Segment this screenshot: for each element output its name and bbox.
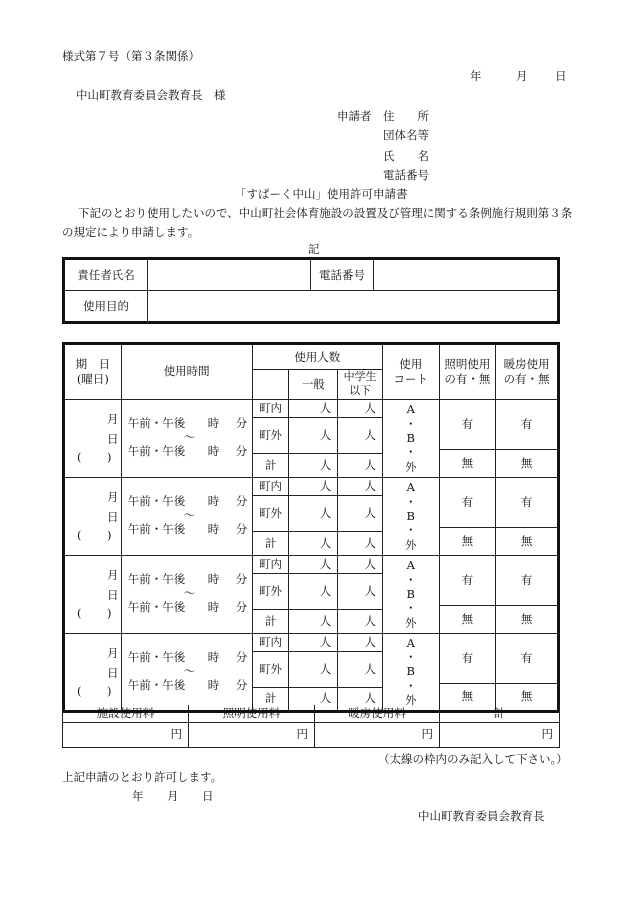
in-town-label: 町内 <box>252 633 289 651</box>
out-town-label: 町外 <box>252 651 289 687</box>
in-town-label: 町内 <box>252 477 289 495</box>
heating-no[interactable]: 無 <box>496 605 559 633</box>
lighting-no[interactable]: 無 <box>439 683 496 711</box>
time-cell[interactable]: 午前・午後 時 分 〜 午前・午後 時 分 <box>121 477 252 555</box>
court-cell[interactable]: A ・ B ・ 外 <box>382 477 439 555</box>
form-title: 「すぱーく中山」使用許可申請書 <box>235 187 408 201</box>
total-label: 計 <box>252 687 289 711</box>
responsible-phone-label: 電話番号 <box>311 259 374 291</box>
court-cell[interactable]: A ・ B ・ 外 <box>382 633 439 711</box>
approval-year: 年 <box>132 789 144 803</box>
date-cell[interactable]: 月 日 ( ) <box>64 399 122 477</box>
out-town-general[interactable]: 人 <box>289 495 338 531</box>
in-town-label: 町内 <box>252 555 289 573</box>
in-town-general[interactable]: 人 <box>289 477 338 495</box>
lighting-yes[interactable]: 有 <box>439 399 496 449</box>
in-town-junior[interactable]: 人 <box>338 633 383 651</box>
applicant-label: 申請者 <box>337 109 372 123</box>
approval-day: 日 <box>202 789 214 803</box>
time-cell[interactable]: 午前・午後 時 分 〜 午前・午後 時 分 <box>121 633 252 711</box>
out-town-general[interactable]: 人 <box>289 573 338 609</box>
lighting-yes[interactable]: 有 <box>439 555 496 605</box>
purpose-label: 使用目的 <box>64 291 148 323</box>
total-junior[interactable]: 人 <box>338 531 383 555</box>
issuer: 中山町教育委員会教育長 <box>418 809 545 823</box>
in-town-general[interactable]: 人 <box>289 633 338 651</box>
date-month: 月 <box>516 69 528 83</box>
heating-yes[interactable]: 有 <box>496 399 559 449</box>
total-general[interactable]: 人 <box>289 687 338 711</box>
out-town-label: 町外 <box>252 495 289 531</box>
in-town-junior[interactable]: 人 <box>338 477 383 495</box>
header-court: 使用 コート <box>382 344 439 400</box>
form-number: 様式第７号（第３条関係） <box>62 49 200 63</box>
schedule-table <box>62 342 560 713</box>
total-general[interactable]: 人 <box>289 453 338 477</box>
out-town-general[interactable]: 人 <box>289 417 338 453</box>
total-junior[interactable]: 人 <box>338 453 383 477</box>
in-town-general[interactable]: 人 <box>289 399 338 417</box>
fee-lighting-label: 照明使用料 <box>189 705 315 722</box>
addressee: 中山町教育委員会教育長 様 <box>76 88 226 102</box>
responsible-name-input[interactable] <box>148 259 311 291</box>
heating-no[interactable]: 無 <box>496 449 559 477</box>
in-town-junior[interactable]: 人 <box>338 399 383 417</box>
header-general: 一般 <box>289 370 338 400</box>
out-town-label: 町外 <box>252 573 289 609</box>
total-junior[interactable]: 人 <box>338 609 383 633</box>
heating-yes[interactable]: 有 <box>496 633 559 683</box>
header-junior: 中学生 以下 <box>338 370 383 400</box>
header-heating: 暖房使用 の有・無 <box>496 344 559 400</box>
date-cell[interactable]: 月 日 ( ) <box>64 633 122 711</box>
fee-heating-label: 暖房使用料 <box>315 705 440 722</box>
purpose-input[interactable] <box>148 291 559 323</box>
ki-label: 記 <box>308 242 320 256</box>
fee-heating-yen: 円 <box>315 722 440 747</box>
applicant-name-label: 氏 名 <box>383 149 429 163</box>
lighting-no[interactable]: 無 <box>439 449 496 477</box>
header-date: 期 日 (曜日) <box>64 344 122 400</box>
approval-text: 上記申請のとおり許可します。 <box>62 770 223 784</box>
heating-no[interactable]: 無 <box>496 527 559 555</box>
responsible-name-label: 責任者氏名 <box>64 259 148 291</box>
responsible-phone-input[interactable] <box>374 259 559 291</box>
total-label: 計 <box>252 609 289 633</box>
applicant-address-label: 住 所 <box>383 109 429 123</box>
lighting-no[interactable]: 無 <box>439 605 496 633</box>
time-cell[interactable]: 午前・午後 時 分 〜 午前・午後 時 分 <box>121 555 252 633</box>
fees-table <box>62 705 560 748</box>
in-town-junior[interactable]: 人 <box>338 555 383 573</box>
total-general[interactable]: 人 <box>289 609 338 633</box>
heating-yes[interactable]: 有 <box>496 477 559 527</box>
applicant-group-label: 団体名等 <box>383 128 429 142</box>
intro-line-2: の規定により申請します。 <box>62 225 200 239</box>
out-town-junior[interactable]: 人 <box>338 495 383 531</box>
out-town-junior[interactable]: 人 <box>338 573 383 609</box>
total-junior[interactable]: 人 <box>338 687 383 711</box>
in-town-label: 町内 <box>252 399 289 417</box>
total-label: 計 <box>252 453 289 477</box>
date-year: 年 <box>470 69 482 83</box>
lighting-no[interactable]: 無 <box>439 527 496 555</box>
date-day: 日 <box>555 69 567 83</box>
fee-total-label: 計 <box>440 705 560 722</box>
in-town-general[interactable]: 人 <box>289 555 338 573</box>
total-general[interactable]: 人 <box>289 531 338 555</box>
out-town-label: 町外 <box>252 417 289 453</box>
fee-facility-yen: 円 <box>63 722 189 747</box>
out-town-junior[interactable]: 人 <box>338 651 383 687</box>
fee-total-yen: 円 <box>440 722 560 747</box>
date-cell[interactable]: 月 日 ( ) <box>64 477 122 555</box>
lighting-yes[interactable]: 有 <box>439 633 496 683</box>
header-lighting: 照明使用 の有・無 <box>439 344 496 400</box>
header-people: 使用人数 <box>252 344 382 370</box>
out-town-general[interactable]: 人 <box>289 651 338 687</box>
responsible-table <box>62 257 560 324</box>
lighting-yes[interactable]: 有 <box>439 477 496 527</box>
time-cell[interactable]: 午前・午後 時 分 〜 午前・午後 時 分 <box>121 399 252 477</box>
heating-no[interactable]: 無 <box>496 683 559 711</box>
applicant-phone-label: 電話番号 <box>383 168 429 182</box>
fee-lighting-yen: 円 <box>189 722 315 747</box>
note: （太線の枠内のみ記入して下さい。） <box>378 752 568 766</box>
date-cell[interactable]: 月 日 ( ) <box>64 555 122 633</box>
header-time: 使用時間 <box>121 344 252 400</box>
intro-line-1: 下記のとおり使用したいので、中山町社会体育施設の設置及び管理に関する条例施行規則第３条 <box>78 206 573 220</box>
court-cell[interactable]: A ・ B ・ 外 <box>382 555 439 633</box>
fee-facility-label: 施設使用料 <box>63 705 189 722</box>
court-cell[interactable]: A ・ B ・ 外 <box>382 399 439 477</box>
heating-yes[interactable]: 有 <box>496 555 559 605</box>
out-town-junior[interactable]: 人 <box>338 417 383 453</box>
approval-month: 月 <box>167 789 179 803</box>
total-label: 計 <box>252 531 289 555</box>
